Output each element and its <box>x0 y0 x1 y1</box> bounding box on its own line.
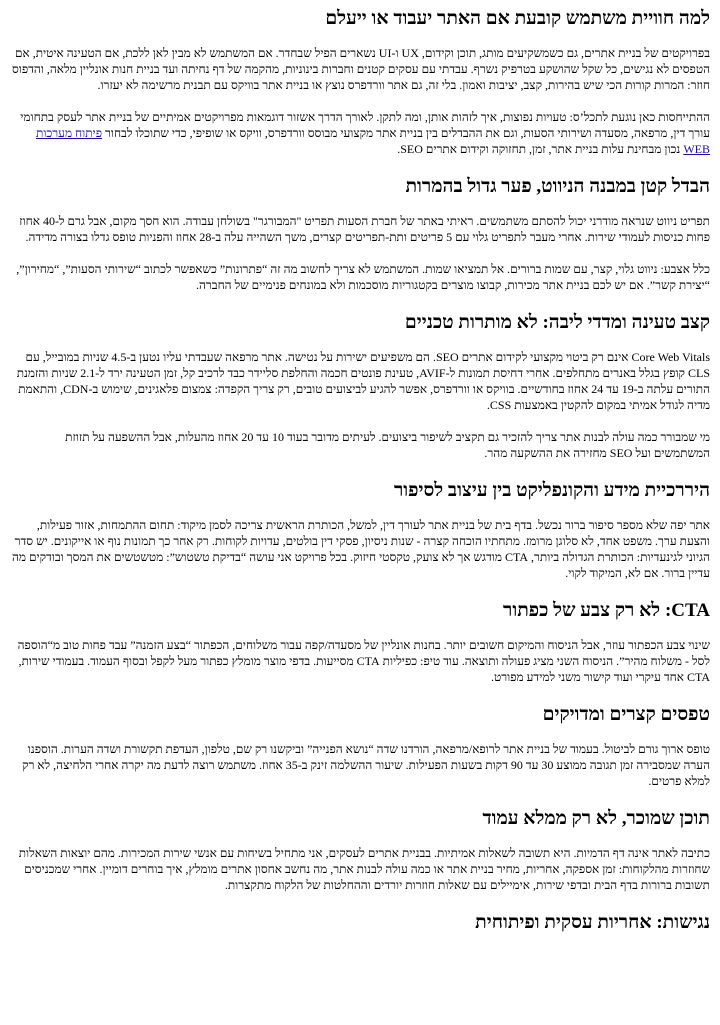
section-5-paragraph-1: שינוי צבע הכפתור עוזר, אבל הניסוח והמיקום חשובים יותר. בחנות אונליין של מסעדה/קפה עבור משלוחים, הכפתור “בצע הזמנה” עבד פחות טוב מ“הוספה לסל - משלוח מהיר”. הניסוח השני מציג פעולה ותוצאה. עוד טיפ: כפיליות CTA מסייעות. בדפי מוצר מומלץ כפתור מעל לקפל ובסוף העמוד. בעמודי שירות, CTA אחד עיקרי ועוד קישור משני למידע מפורט. <box>17 638 710 684</box>
section-heading-3: קצב טעינה ומדדי ליבה: לא מותרות טכניים <box>404 312 710 333</box>
section-1-paragraph-2-text-before: ההתייחסות כאן נוגעת לתכל’ס: טעויות נפוצות, איך לזהות אותן, ומה לתקן. לאורך הדרך אשזור דוגמאות מפרויקטים אמיתיים של בניית אתר לעסק בתחומי עורך דין, מרפאה, מסעדה ושירותי הסעות, וגם את ההבדלים בין בניית אתר מקצועי מבוסס וורדפרס, וויקס או שופיפי, כדי שתוכלו לבחור <box>20 110 710 140</box>
section-2-paragraph-2: כלל אצבע: ניווט גלוי, קצר, עם שמות ברורים. אל תמציאו שמות. המשתמש לא צריך לחשוב מה זה “פתרונות” כשאפשר לכתוב “שירותי הסעות”, “מחירון”, “יצירת קשר”. אם יש לכם בניית אתר מכירות, קבוצו מוצרים בקטגוריות מוסכמות ולא במונחים פנימיים של החברה. <box>16 262 710 292</box>
section-1-paragraph-1: בפרויקטים של בניית אתרים, גם כשמשקיעים מותג, תוכן וקידום, UX ו-UI נשארים הפיל שבחדר. אם המשתמש לא מבין לאן ללכת, אם הטעינה איטית, אם הטפסים לא נגישים, כל שקל שהושקע בטרפיק נשרף. עבדתי עם עסקים קטנים וחברות בינוניות, מהקמה של דף נחיתה ועד בניית חנות אונליין מלאה, והדפוס חוזר: המרות קורות הכי שיש בהירות, קצב, יציבות ואמון. בלי זה, גם אתר וורדפרס נוצץ או בניית אתר בוויקס עם תבנית מרשימה לא יעזרו. <box>11 46 710 92</box>
section-heading-5: CTA: לא רק צבע של כפתור <box>503 600 710 621</box>
section-heading-7: תוכן שמוכר, לא רק ממלא עמוד <box>482 808 710 829</box>
section-4-paragraph-1: אתר יפה שלא מספר סיפור ברור נכשל. בדף בית של בניית אתר לעורך דין, למשל, הכותרת הראשית צריכה לסמן מיקוד: תחום ההתמחות, אזור פעילות, והצעת ערך. משפט אחד, לא סלוגן מרומז. מתחתיו הוכחה קצרה - שנות ניסיון, פסקי דין בולטים, עדויות לקוחות. רק אחר כך תמונות נוף או אייקונים. יש סדר הגיוני לגינעדיות: הכותרת הגדולה ביותר, CTA מודגש אך לא צועק, טקסטי חיזוק. בכל פרויקט אני עושה “בדיקת טשטוש”: מטשטשים את המסך ובודקים מה עדיין ברור. אם לא, המיקוד לקוי. <box>11 518 710 580</box>
section-3-paragraph-1: Core Web Vitals אינם רק ביטוי מקצועי לקידום אתרים SEO. הם משפיעים ישירות על נטישה. אתר מרפאה שעבדתי עליו נטען ב-4.5 שניות במובייל, עם CLS קופץ בגלל באנרים מתחלפים. אחרי דחיסת תמונות ל-AVIF, טעינת פונטים חכמה והחלפת סליידר כבד לרכיב קל, זמן הטעינה ירד ל-2.1 שניות והזמנת התורים עלתה ב-19 עד 24 אחוז בחודשיים. בוויקס או וורדפרס, אפשר להגיע לביצועים טובים, רק צריך הקפדה: צמצום פלאגינים, שימוש ב-CDN, והתאמת מדיה לגודל אמיתי במקום להקטין באמצעות CSS. <box>16 350 710 412</box>
article <box>0 7 720 935</box>
section-1-paragraph-2 <box>8 109 710 157</box>
section-heading-6: טפסים קצרים ומדויקים <box>542 704 710 725</box>
section-heading-4: היררכיית מידע והקונפליקט בין עיצוב לסיפור <box>393 480 710 501</box>
section-2-paragraph-1: תפריט ניווט שנראה מודרני יכול להסתם משתמשים. ראיתי באתר של חברת הסעות תפריט "המבורגר" בשולחן עבודה. הוא חסך מקום, אבל גרם ל-40 אחוז פחות כניסות לעמודי שירות. אחרי מעבר לתפריט גלוי עם 5 פריטים ותת-תפריטים קצרים, משך השהייה עלה ב-28 אחוז והפניות טופס גדלו בצורה מדידה. <box>19 214 710 244</box>
web-systems-link[interactable]: פיתוח מערכות WEB <box>36 126 710 156</box>
section-1-paragraph-2-text-after: נכון מבחינת עלות בניית אתר, זמן, תחזוקה וקידום אתרים SEO. <box>397 142 684 156</box>
section-heading-2: הבדל קטן במבנה הניווט, פער גדול בהמרות <box>405 176 710 197</box>
section-6-paragraph-1: טופס ארוך גורם לביטול. בעמוד של בניית אתר לרופא/מרפאה, הורדנו שדה “נושא הפנייה” וביקשנו רק שם, טלפון, העדפת תקשורת ושדה הערות. הוספנו הערה שמסבירה זמן תגובה ממוצע 30 עד 90 דקות בשעות הפעילות. שיעור ההשלמה זינק ב-35 אחוז. משתמש רוצה לדעת מה יקרה אחרי הלחיצה, לא רק למלא פרטים. <box>22 742 710 788</box>
section-7-paragraph-1: כתיבה לאתר אינה דף הדמיות. היא תשובה לשאלות אמיתיות. בבניית אתרים לעסקים, אני מתחיל בשיחות עם אנשי שירות המכירות. מהם יוצאות השאלות שחוזרות מהלקוחות: זמן אספקה, אחריות, מחיר בניית אתר או כמה עולה לבנות אתר, מה נחשב אחסון אתרים מומלץ, איך בוחרים דומיין. אחרי שמכניסים תשובות ברורות בדף הבית ובדפי שירות, אימיילים עם שאלות חוזרות יורדים וההחלטות של הלקוח מתקצרות. <box>18 846 710 892</box>
section-heading-1: למה חוויית משתמש קובעת אם האתר יעבוד או ייעלם <box>325 8 710 29</box>
section-heading-8: נגישות: אחריות עסקית ופיתוחית <box>475 912 710 933</box>
section-3-paragraph-2: מי שמבורר כמה עולה לבנות אתר צריך להזכיר גם תקציב לשיפור ביצועים. לעיתים מדובר בעוד 10 עד 20 אחוז מהעלות, אבל ההשפעה על תזוזת המשתמשים ועל SEO מחזירה את ההשקעה מהר. <box>65 430 710 460</box>
